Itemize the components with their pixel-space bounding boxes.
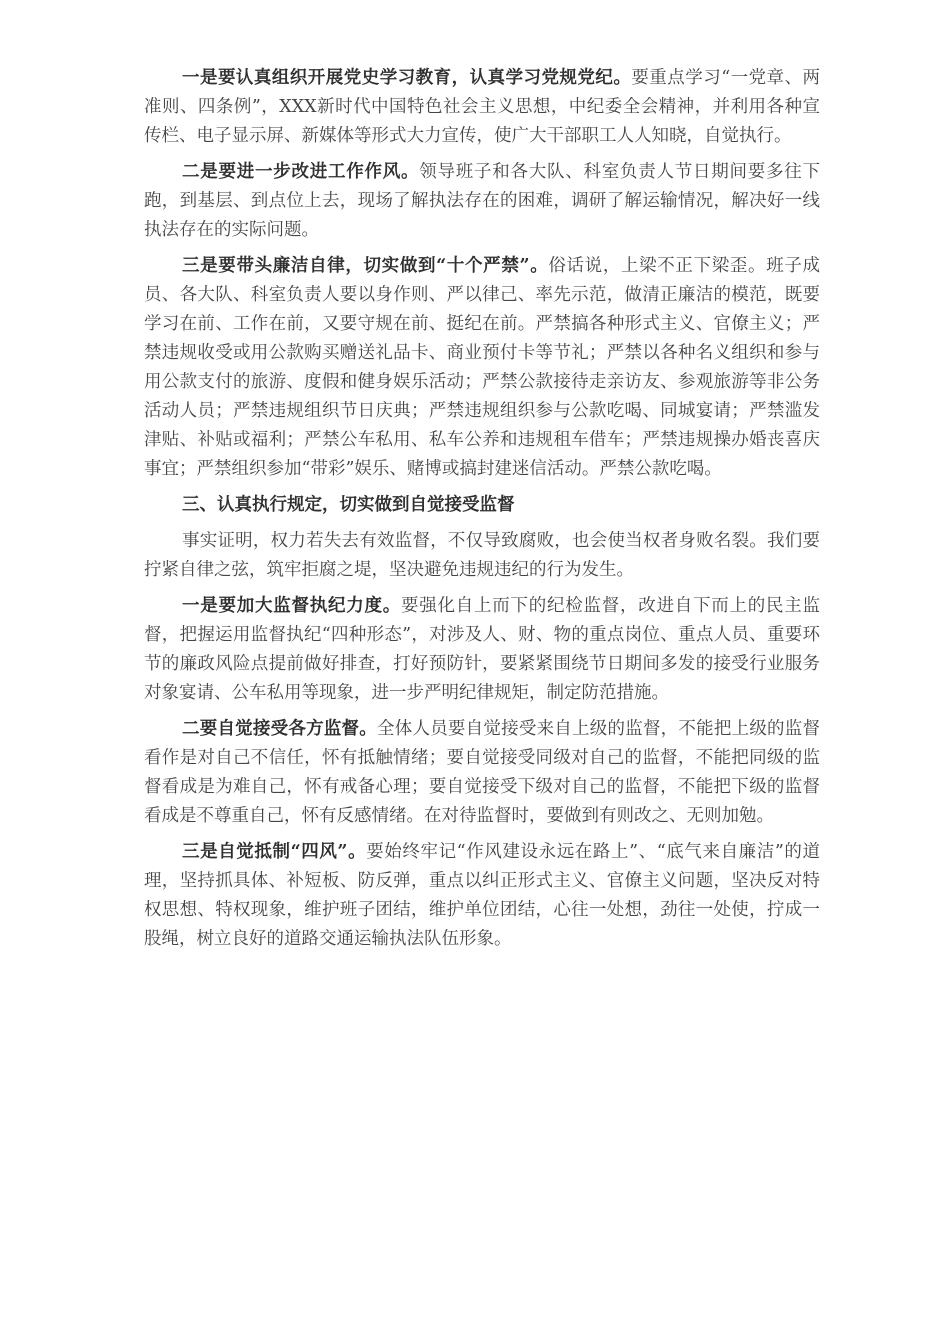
- paragraph-party-history-study: [144, 64, 820, 151]
- section-heading: 三、认真执行规定，切实做到自觉接受监督: [182, 495, 515, 515]
- paragraph-lead: 一是要加大监督执纪力度。: [182, 596, 401, 616]
- document-page: [144, 64, 820, 961]
- paragraph-work-style: [144, 158, 820, 245]
- paragraph-body: 俗话说，上梁不正下梁歪。班子成员、各大队、科室负责人要以身作则、严以律己、率先示范，做清正廉洁的模范，既要学习在前、工作在前，又要守规在前、挺纪在前。严禁搞各种形式主义、官僚主义；严禁违规收受或用公款购买赠送礼品卡、商业预付卡等节礼；严禁以各种名义组织和参与用公款支付的旅游、度假和健身娱乐活动；严禁公款接待走亲访友、参观旅游等非公务活动人员；严禁违规组织节日庆典；严禁违规组织参与公款吃喝、同城宴请；严禁滥发津贴、补贴或福利；严禁公车私用、私车公养和违规租车借车；严禁违规操办婚丧喜庆事宜；严禁组织参加“带彩”娱乐、赌博或搞封建迷信活动。严禁公款吃喝。: [144, 256, 821, 479]
- paragraph-lead: 三是要带头廉洁自律，切实做到“十个严禁”。: [182, 256, 549, 276]
- paragraph-body: 要强化自上而下的纪检监督，改进自下而上的民主监督，把握运用监督执纪“四种形态”，对涉及人、财、物的重点岗位、重点人员、重要环节的廉政风险点提前做好排查，打好预防针，要紧紧围绕节日期间多发的接受行业服务对象宴请、公车私用等现象，进一步严明纪律规矩，制定防范措施。: [144, 596, 820, 703]
- paragraph-lead: 三是自觉抵制“四风”。: [182, 842, 367, 862]
- paragraph-body: 要重点学习“一党章、两准则、四条例”，XXX新时代中国特色社会主义思想，中纪委全会精神，并利用各种宣传栏、电子显示屏、新媒体等形式大力宣传，使广大干部职工人人知晓，自觉执行。: [144, 68, 821, 146]
- paragraph-lead: 一是要认真组织开展党史学习教育，认真学习党规党纪。: [182, 68, 632, 88]
- paragraph-body: 要始终牢记“作风建设永远在路上”、“底气来自廉洁”的道理，坚持抓具体、补短板、防反弹，重点以纠正形式主义、官僚主义问题，坚决反对特权思想、特权现象，维护班子团结，维护单位团结，心往一处想，劲往一处使，拧成一股绳，树立良好的道路交通运输执法队伍形象。: [144, 842, 820, 949]
- paragraph-supervision-discipline: [144, 592, 820, 708]
- paragraph-lead: 二要自觉接受各方监督。: [182, 719, 378, 739]
- paragraph-body: 领导班子和各大队、科室负责人节日期间要多往下跑，到基层、到点位上去，现场了解执法存在的困难，调研了解运输情况，解决好一线执法存在的实际问题。: [144, 162, 820, 240]
- paragraph-four-winds: [144, 838, 820, 954]
- paragraph-body: 全体人员要自觉接受来自上级的监督，不能把上级的监督看作是对自己不信任，怀有抵触情绪；要自觉接受同级对自己的监督，不能把同级的监督看成是为难自己，怀有戒备心理；要自觉接受下级对自己的监督，不能把下级的监督看成是不尊重自己，怀有反感情绪。在对待监督时，要做到有则改之、无则加勉。: [144, 719, 820, 826]
- paragraph-accept-supervision: [144, 715, 820, 831]
- paragraph-intro: 事实证明，权力若失去有效监督，不仅导致腐败，也会使当权者身败名裂。我们要拧紧自律之弦，筑牢拒腐之堤，坚决避免违规违纪的行为发生。: [144, 531, 820, 580]
- paragraph-ten-prohibitions: [144, 252, 820, 484]
- paragraph-lead: 二是要进一步改进工作作风。: [182, 162, 420, 182]
